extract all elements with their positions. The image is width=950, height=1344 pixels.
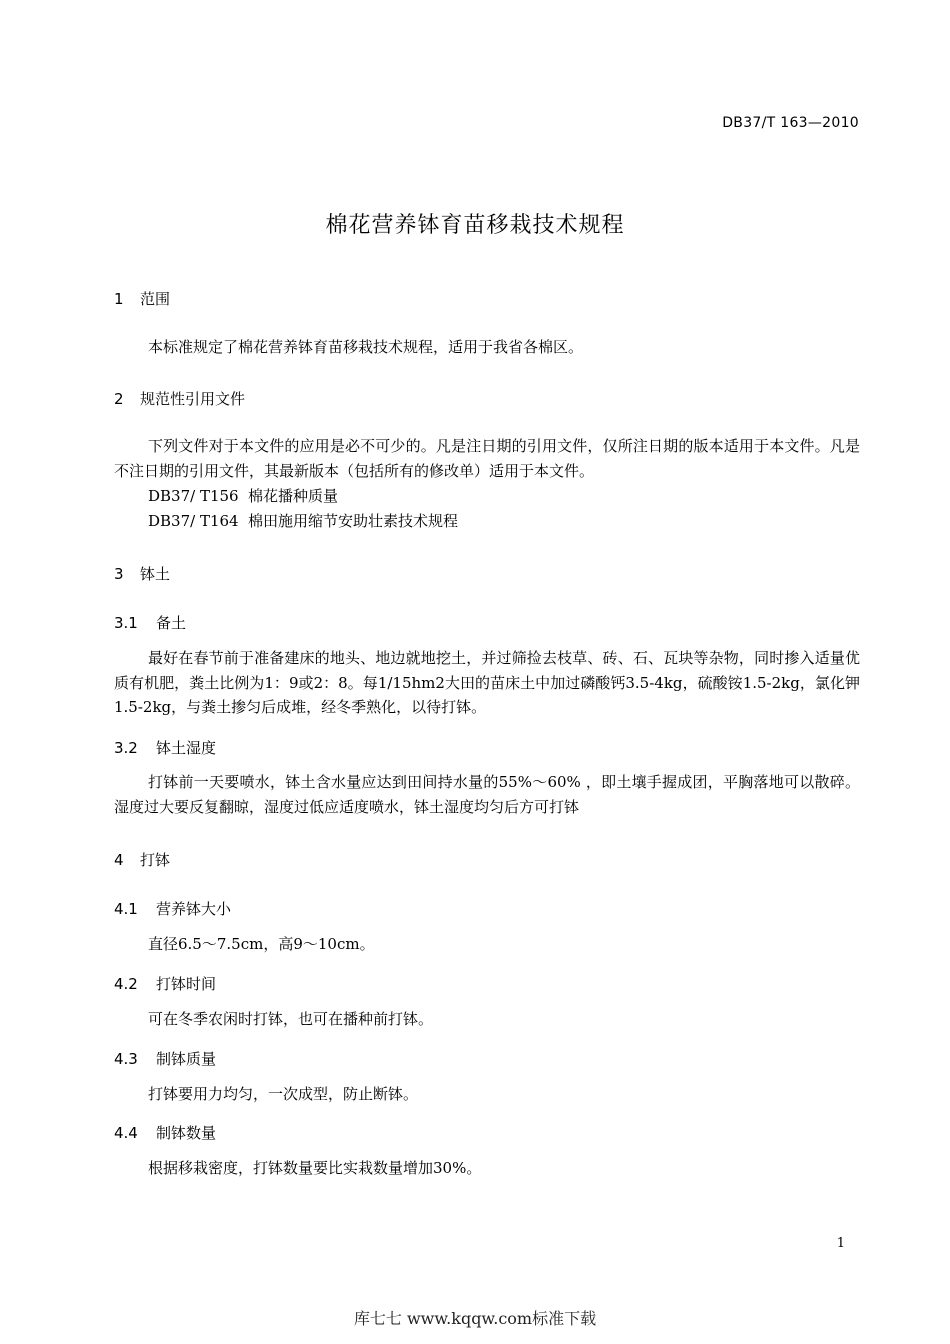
section-4-2-heading bbox=[114, 973, 216, 994]
section-1-heading bbox=[114, 288, 170, 309]
footer-watermark: 库七七 www.kqqw.com标准下载 bbox=[353, 1309, 597, 1328]
reference-item bbox=[148, 485, 338, 506]
reference-name: 棉花播种质量 bbox=[248, 487, 339, 505]
section-title: 范围 bbox=[140, 290, 171, 308]
section-title: 打钵 bbox=[140, 851, 171, 869]
subsection-title: 打钵时间 bbox=[156, 975, 217, 993]
section-3-1-text: 最好在春节前于准备建床的地头、地边就地挖土，并过筛捡去枝草、砖、石、瓦块等杂物，同时掺入适量优质有机肥，粪土比例为1：9或2：8。每1/15hm2大田的苗床土中加过磷酸钙3.5-4kg，硫酸铵1.5-2kg，氯化钾1.5-2kg，与粪土掺匀后成堆，经冬季熟化，以待打钵。 bbox=[114, 649, 860, 716]
section-number: 3 bbox=[114, 565, 124, 583]
subsection-title: 钵土湿度 bbox=[156, 739, 217, 757]
section-2-text: 下列文件对于本文件的应用是必不可少的。凡是注日期的引用文件，仅所注日期的版本适用于本文件。凡是不注日期的引用文件，其最新版本（包括所有的修改单）适用于本文件。 bbox=[114, 437, 860, 480]
section-number: 1 bbox=[114, 290, 124, 308]
subsection-title: 制钵质量 bbox=[156, 1050, 217, 1068]
section-1-text: 本标准规定了棉花营养钵育苗移栽技术规程，适用于我省各棉区。 bbox=[148, 338, 584, 356]
section-3-2-heading bbox=[114, 737, 216, 758]
section-4-1-text: 直径6.5～7.5cm，高9～10cm。 bbox=[148, 935, 375, 953]
section-4-heading bbox=[114, 849, 170, 870]
section-2-heading bbox=[114, 388, 245, 409]
subsection-number: 4.2 bbox=[114, 975, 138, 993]
document-code: DB37/T 163—2010 bbox=[722, 115, 859, 131]
reference-item bbox=[148, 510, 458, 531]
section-4-4-text: 根据移栽密度，打钵数量要比实栽数量增加30%。 bbox=[148, 1159, 482, 1177]
section-3-heading bbox=[114, 563, 170, 584]
section-title: 钵土 bbox=[140, 565, 171, 583]
section-4-1-heading bbox=[114, 898, 231, 919]
reference-name: 棉田施用缩节安助壮素技术规程 bbox=[248, 512, 459, 530]
section-number: 2 bbox=[114, 390, 124, 408]
section-3-2-text: 打钵前一天要喷水，钵土含水量应达到田间持水量的55%～60% ，即土壤手握成团，平胸落地可以散碎。湿度过大要反复翻晾，湿度过低应适度喷水，钵土湿度均匀后方可打钵 bbox=[114, 773, 860, 816]
subsection-number: 4.3 bbox=[114, 1050, 138, 1068]
subsection-number: 3.1 bbox=[114, 614, 138, 632]
section-number: 4 bbox=[114, 851, 124, 869]
section-3-1-heading bbox=[114, 612, 186, 633]
subsection-title: 制钵数量 bbox=[156, 1124, 217, 1142]
section-4-4-heading bbox=[114, 1122, 216, 1143]
page-number: 1 bbox=[836, 1236, 845, 1251]
subsection-number: 4.1 bbox=[114, 900, 138, 918]
subsection-title: 营养钵大小 bbox=[156, 900, 232, 918]
section-4-3-text: 打钵要用力均匀，一次成型，防止断钵。 bbox=[148, 1085, 419, 1103]
section-4-3-heading bbox=[114, 1048, 216, 1069]
page-title: 棉花营养钵育苗移栽技术规程 bbox=[325, 213, 625, 238]
section-4-2-text: 可在冬季农闲时打钵，也可在播种前打钵。 bbox=[148, 1010, 434, 1028]
reference-code: DB37/ T164 bbox=[148, 512, 239, 530]
section-title: 规范性引用文件 bbox=[140, 390, 246, 408]
reference-code: DB37/ T156 bbox=[148, 487, 239, 505]
subsection-number: 4.4 bbox=[114, 1124, 138, 1142]
subsection-title: 备土 bbox=[156, 614, 187, 632]
subsection-number: 3.2 bbox=[114, 739, 138, 757]
